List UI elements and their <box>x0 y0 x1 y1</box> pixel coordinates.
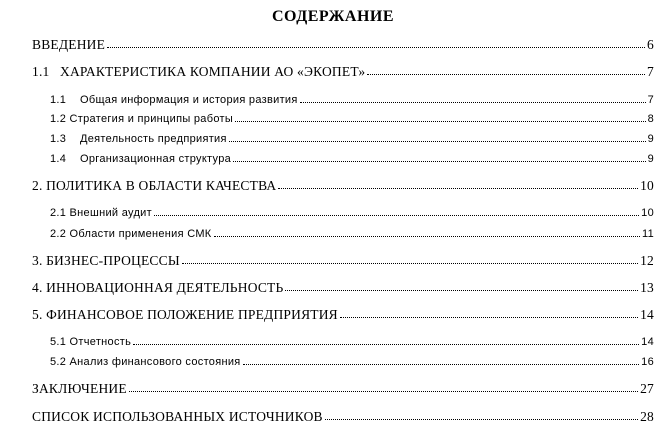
toc-leader <box>340 316 638 318</box>
toc-page-number: 9 <box>647 153 654 165</box>
toc-entry-label: 2. ПОЛИТИКА В ОБЛАСТИ КАЧЕСТВА <box>32 178 277 193</box>
toc-entry-subsection-1-2[interactable] <box>50 110 654 128</box>
toc-entry-subsection-1-1[interactable] <box>50 91 654 109</box>
toc-page-number: 10 <box>641 207 654 219</box>
toc-leader <box>367 73 645 75</box>
toc-leader <box>325 418 638 420</box>
toc-page-number: 14 <box>640 307 654 322</box>
toc-leader <box>278 187 638 189</box>
toc-entry-number: 1.1 <box>32 64 50 79</box>
toc-entry-label: 5. ФИНАНСОВОЕ ПОЛОЖЕНИЕ ПРЕДПРИЯТИЯ <box>32 307 338 322</box>
toc-leader <box>107 46 645 48</box>
toc-entry-section-1-1[interactable] <box>32 63 654 81</box>
toc-page-number: 10 <box>640 178 654 193</box>
toc-page-number: 9 <box>647 133 654 145</box>
toc-page-number: 27 <box>640 381 654 396</box>
toc-page-number: 7 <box>647 64 654 79</box>
toc-entry-introduction[interactable] <box>32 36 654 54</box>
toc-entry-label: 5.2 Анализ финансового состояния <box>50 356 241 368</box>
toc-entry-section-3[interactable] <box>32 252 654 270</box>
toc-page-number: 14 <box>641 336 654 348</box>
toc-entry-label: 4. ИННОВАЦИОННАЯ ДЕЯТЕЛЬНОСТЬ <box>32 280 284 295</box>
toc-leader <box>129 390 638 392</box>
toc-title: СОДЕРЖАНИЕ <box>271 8 395 25</box>
toc-entry-section-5[interactable] <box>32 306 654 324</box>
toc-leader <box>233 160 646 162</box>
toc-page-number: 8 <box>647 113 654 125</box>
toc-entry-section-4[interactable] <box>32 279 654 297</box>
toc-leader <box>235 120 646 122</box>
toc-page-number: 28 <box>640 409 654 424</box>
toc-entry-references[interactable] <box>32 408 654 426</box>
toc-entry-label: ЗАКЛЮЧЕНИЕ <box>32 381 127 396</box>
toc-entry-number: 1.1 <box>50 94 67 106</box>
toc-page-number: 12 <box>640 253 654 268</box>
toc-leader <box>300 101 646 103</box>
toc-entry-label: ХАРАКТЕРИСТИКА КОМПАНИИ АО «ЭКОПЕТ» <box>60 64 366 79</box>
toc-entry-number: 1.3 <box>50 133 67 145</box>
toc-leader <box>214 235 640 237</box>
toc-entry-section-2[interactable] <box>32 177 654 195</box>
toc-entry-subsection-1-3[interactable] <box>50 130 654 148</box>
toc-entry-label: СПИСОК ИСПОЛЬЗОВАННЫХ ИСТОЧНИКОВ <box>32 409 323 424</box>
toc-entry-label: ВВЕДЕНИЕ <box>32 37 106 52</box>
toc-entry-subsection-5-1[interactable] <box>50 333 654 351</box>
toc-entry-label: 3. БИЗНЕС-ПРОЦЕССЫ <box>32 253 180 268</box>
toc-entry-label: 2.2 Области применения СМК <box>50 228 212 240</box>
toc-leader <box>243 363 640 365</box>
toc-entry-subsection-2-1[interactable] <box>50 204 654 222</box>
toc-entry-subsection-2-2[interactable] <box>50 225 654 243</box>
toc-leader <box>133 343 639 345</box>
toc-entry-label: 2.1 Внешний аудит <box>50 207 152 219</box>
toc-leader <box>229 140 646 142</box>
toc-leader <box>154 214 639 216</box>
toc-page-number: 6 <box>647 37 654 52</box>
toc-page-number: 13 <box>640 280 654 295</box>
toc-page-number: 11 <box>641 228 654 240</box>
toc-page-number: 7 <box>647 94 654 106</box>
toc-entry-label: Деятельность предприятия <box>80 133 227 145</box>
toc-entry-label: Общая информация и история развития <box>80 94 298 106</box>
toc-entry-subsection-5-2[interactable] <box>50 353 654 371</box>
toc-entry-conclusion[interactable] <box>32 380 654 398</box>
toc-entry-label: Организационная структура <box>80 153 232 165</box>
toc-entry-label: 5.1 Отчетность <box>50 336 132 348</box>
toc-leader <box>285 289 638 291</box>
toc-leader <box>182 262 638 264</box>
toc-entry-label: 1.2 Стратегия и принципы работы <box>50 113 234 125</box>
toc-entry-subsection-1-4[interactable] <box>50 150 654 168</box>
toc-entry-number: 1.4 <box>50 153 67 165</box>
toc-page-number: 16 <box>641 356 654 368</box>
